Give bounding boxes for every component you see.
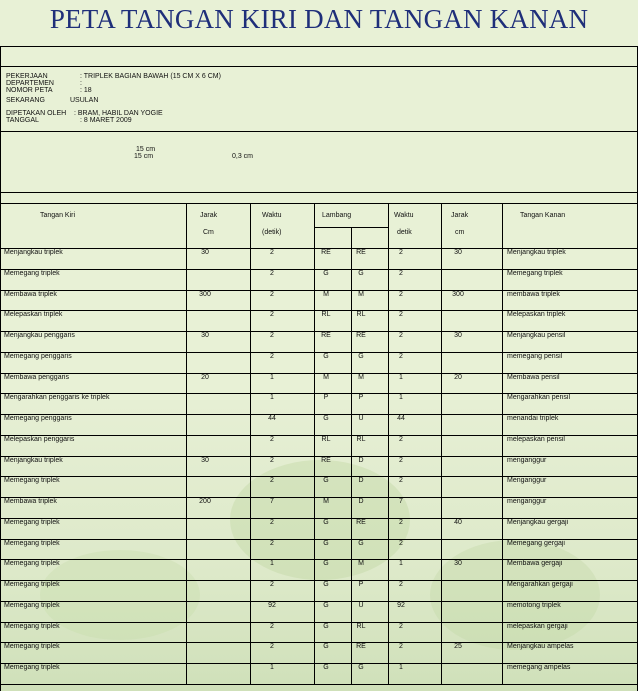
table-cell-wr: 1: [399, 664, 403, 671]
table-row-divider: [0, 684, 638, 685]
table-cell-lr: RL: [356, 435, 366, 443]
table-cell-lr: D: [358, 498, 364, 505]
sekarang-label: SEKARANG: [6, 97, 45, 104]
header-tangan-kiri: Tangan Kiri: [40, 212, 76, 219]
table-cell-lr: RL: [356, 311, 366, 319]
tanggal-label: TANGGAL: [6, 117, 39, 124]
table-cell-left: Memegang triplek: [4, 477, 60, 485]
table-cell-wl: 2: [270, 249, 274, 256]
table-cell-jl: 30: [201, 249, 209, 256]
table-cell-wr: 1: [399, 373, 403, 381]
table-cell-left: Memegang penggaris: [4, 415, 72, 422]
table-cell-lr: G: [358, 352, 364, 360]
table-cell-wr: 2: [399, 518, 403, 526]
table-cell-lr: D: [358, 477, 364, 485]
table-cell-wr: 2: [399, 622, 403, 630]
table-cell-wr: 2: [399, 332, 403, 339]
table-cell-left: Memegang triplek: [4, 581, 60, 588]
table-cell-lr: U: [358, 601, 364, 609]
table-cell-wl: 2: [270, 581, 274, 588]
table-cell-wr: 2: [399, 352, 403, 360]
divider: [0, 131, 638, 132]
header-jarak-right: Jarak: [451, 212, 469, 219]
table-cell-ll: RE: [321, 249, 331, 256]
table-cell-jr: 30: [454, 332, 462, 339]
table-cell-left: Membawa triplek: [4, 290, 57, 298]
table-cell-left: Membawa penggaris: [4, 373, 69, 381]
table-cell-right: Membawa gergaji: [507, 560, 563, 568]
table-cell-jr: 30: [454, 249, 462, 256]
table-cell-ll: RL: [321, 311, 331, 319]
table-cell-wl: 2: [270, 290, 274, 298]
table-cell-ll: G: [323, 352, 329, 360]
table-cell-wr: 2: [399, 643, 403, 651]
table-cell-wl: 1: [270, 373, 274, 381]
header-waktu-left: Waktu: [262, 212, 282, 219]
table-cell-wr: 7: [399, 498, 403, 505]
table-cell-wl: 2: [270, 269, 274, 277]
table-cell-wl: 2: [270, 539, 274, 547]
table-cell-wr: 2: [399, 539, 403, 547]
table-cell-left: Menjangkau triplek: [4, 456, 63, 464]
table-cell-ll: G: [323, 581, 329, 588]
table-cell-lr: U: [358, 415, 364, 422]
dipetakan-label: DIPETAKAN OLEH: [6, 110, 67, 117]
table-cell-right: Memegang triplek: [507, 269, 563, 277]
table-cell-left: Memegang triplek: [4, 643, 60, 651]
table-header-top-line: [0, 203, 638, 204]
dimension-label: 15 cm: [134, 153, 154, 160]
table-cell-jr: 20: [454, 373, 462, 381]
departemen-label: DEPARTEMEN: [6, 80, 54, 87]
table-cell-right: Memegang gergaji: [507, 539, 565, 547]
table-cell-ll: M: [323, 373, 329, 381]
table-cell-wl: 7: [270, 498, 274, 505]
table-cell-lr: RE: [356, 518, 366, 526]
nomor-peta-value: : 18: [80, 87, 92, 94]
column-divider: [441, 203, 442, 684]
table-cell-left: Menjangkau penggaris: [4, 332, 75, 339]
header-waktu-right: Waktu: [394, 212, 414, 219]
header-waktu-right-unit: detik: [397, 229, 412, 236]
table-cell-wr: 1: [399, 394, 403, 402]
table-cell-wl: 2: [270, 622, 274, 630]
header-lambang: Lambang: [322, 212, 352, 219]
table-cell-jl: 30: [201, 332, 209, 339]
table-cell-ll: G: [323, 643, 329, 651]
header-jarak-right-unit: cm: [455, 229, 465, 236]
table-cell-ll: G: [323, 269, 329, 277]
table-cell-right: menandai triplek: [507, 415, 559, 422]
table-cell-right: Menjangkau triplek: [507, 249, 566, 256]
header-tangan-kanan: Tangan Kanan: [520, 212, 566, 219]
table-cell-wl: 1: [270, 394, 274, 402]
table-cell-jr: 30: [454, 560, 462, 568]
table-cell-jl: 30: [201, 456, 209, 464]
table-cell-ll: RE: [321, 456, 331, 464]
table-cell-wr: 2: [399, 477, 403, 485]
table-cell-ll: G: [323, 664, 329, 671]
table-cell-right: Menjangkau gergaji: [507, 518, 569, 526]
dimension-label: 15 cm: [136, 146, 156, 153]
table-cell-right: menganggur: [507, 456, 547, 464]
header-jarak-left: Jarak: [200, 212, 218, 219]
divider: [0, 46, 638, 47]
table-cell-right: Menjangkau ampelas: [507, 643, 574, 651]
table-cell-jl: 200: [199, 498, 211, 505]
table-cell-right: memegang pensil: [507, 352, 563, 360]
table-cell-left: Memegang triplek: [4, 560, 60, 568]
table-cell-right: menganggur: [507, 498, 547, 505]
table-cell-ll: RL: [321, 435, 331, 443]
table-cell-ll: G: [323, 560, 329, 568]
table-cell-wl: 2: [270, 477, 274, 485]
table-cell-left: Mengarahkan penggaris ke triplek: [4, 394, 110, 402]
nomor-peta-label: NOMOR PETA: [6, 87, 53, 94]
header-waktu-left-unit: (detik): [262, 229, 282, 236]
table-cell-left: Memegang triplek: [4, 269, 60, 277]
table-cell-ll: G: [323, 601, 329, 609]
table-cell-ll: RE: [321, 332, 331, 339]
table-cell-ll: G: [323, 622, 329, 630]
table-cell-wr: 2: [399, 311, 403, 319]
table-cell-lr: RE: [356, 332, 366, 339]
table-cell-jr: 40: [454, 518, 462, 526]
page-title: PETA TANGAN KIRI DAN TANGAN KANAN: [49, 4, 589, 34]
table-cell-wr: 2: [399, 269, 403, 277]
pekerjaan-value: : TRIPLEK BAGIAN BAWAH (15 CM X 6 CM): [80, 73, 221, 80]
table-cell-lr: P: [358, 581, 364, 588]
table-cell-lr: M: [358, 373, 364, 381]
table-cell-ll: P: [323, 394, 329, 402]
table-cell-wl: 2: [270, 435, 274, 443]
table-cell-lr: G: [358, 664, 364, 671]
table-cell-wl: 2: [270, 311, 274, 319]
header-jarak-left-unit: Cm: [203, 229, 214, 236]
departemen-value: :: [80, 80, 82, 87]
column-divider: [502, 203, 503, 684]
table-cell-wl: 2: [270, 456, 274, 464]
table-cell-ll: G: [323, 539, 329, 547]
table-cell-lr: D: [358, 456, 364, 464]
table-cell-wl: 2: [270, 332, 274, 339]
dipetakan-value: : BRAM, HABIL DAN YOGIE: [74, 110, 163, 117]
table-cell-wr: 44: [397, 415, 405, 422]
dimension-label: 0,3 cm: [232, 153, 254, 160]
table-cell-wr: 2: [399, 581, 403, 588]
table-cell-left: Memegang penggaris: [4, 352, 72, 360]
table-cell-wl: 44: [268, 415, 276, 422]
table-cell-jr: 300: [452, 290, 464, 298]
border-left: [0, 46, 1, 691]
table-cell-left: Memegang triplek: [4, 518, 60, 526]
table-cell-left: Melepaskan penggaris: [4, 435, 75, 443]
table-cell-left: Membawa triplek: [4, 498, 57, 505]
usulan-label: USULAN: [70, 97, 99, 104]
divider: [0, 66, 638, 67]
table-cell-lr: P: [358, 394, 364, 402]
table-cell-lr: G: [358, 269, 364, 277]
table-cell-right: membawa triplek: [507, 290, 560, 298]
table-cell-lr: RL: [356, 622, 366, 630]
table-cell-right: Membawa pensil: [507, 373, 560, 381]
table-cell-ll: G: [323, 415, 329, 422]
table-cell-left: Memegang triplek: [4, 601, 60, 609]
table-cell-wr: 2: [399, 290, 403, 298]
table-cell-left: Memegang triplek: [4, 539, 60, 547]
table-cell-right: Menganggur: [507, 477, 547, 485]
table-cell-wr: 2: [399, 456, 403, 464]
table-cell-wl: 1: [270, 560, 274, 568]
table-cell-wl: 2: [270, 643, 274, 651]
table-cell-wl: 2: [270, 518, 274, 526]
table-cell-right: Mengarahkan pensil: [507, 394, 571, 402]
table-cell-jr: 25: [454, 643, 462, 651]
table-cell-wr: 2: [399, 249, 403, 256]
table-cell-wl: 1: [270, 664, 274, 671]
table-cell-lr: G: [358, 539, 364, 547]
table-cell-right: memotong triplek: [507, 601, 561, 609]
table-cell-lr: RE: [356, 643, 366, 651]
column-divider: [186, 203, 187, 684]
table-cell-wl: 92: [268, 601, 276, 609]
table-cell-left: Memegang triplek: [4, 664, 60, 671]
table-cell-lr: M: [358, 560, 364, 568]
table-cell-ll: G: [323, 518, 329, 526]
table-cell-jl: 300: [199, 290, 211, 298]
table-cell-ll: M: [323, 498, 329, 505]
table-cell-right: Melepaskan triplek: [507, 311, 566, 319]
table-cell-right: melepaskan pensil: [507, 435, 565, 443]
table-cell-wr: 1: [399, 560, 403, 568]
pekerjaan-label: PEKERJAAN: [6, 73, 48, 80]
table-cell-right: Menjangkau pensil: [507, 332, 566, 339]
table-cell-left: Memegang triplek: [4, 622, 60, 630]
tanggal-value: : 8 MARET 2009: [80, 117, 132, 124]
table-cell-wr: 92: [397, 601, 405, 609]
table-cell-right: Mengarahkan gergaji: [507, 581, 573, 588]
table-cell-wl: 2: [270, 352, 274, 360]
table-cell-jl: 20: [201, 373, 209, 381]
table-cell-left: Menjangkau triplek: [4, 249, 63, 256]
table-cell-wr: 2: [399, 435, 403, 443]
table-cell-lr: M: [358, 290, 364, 298]
divider: [0, 192, 638, 193]
table-cell-ll: G: [323, 477, 329, 485]
table-cell-right: melepaskan gergaji: [507, 622, 568, 630]
table-cell-ll: M: [323, 290, 329, 298]
table-cell-right: memegang ampelas: [507, 664, 571, 671]
table-cell-lr: RE: [356, 249, 366, 256]
table-cell-left: Melepaskan triplek: [4, 311, 63, 319]
